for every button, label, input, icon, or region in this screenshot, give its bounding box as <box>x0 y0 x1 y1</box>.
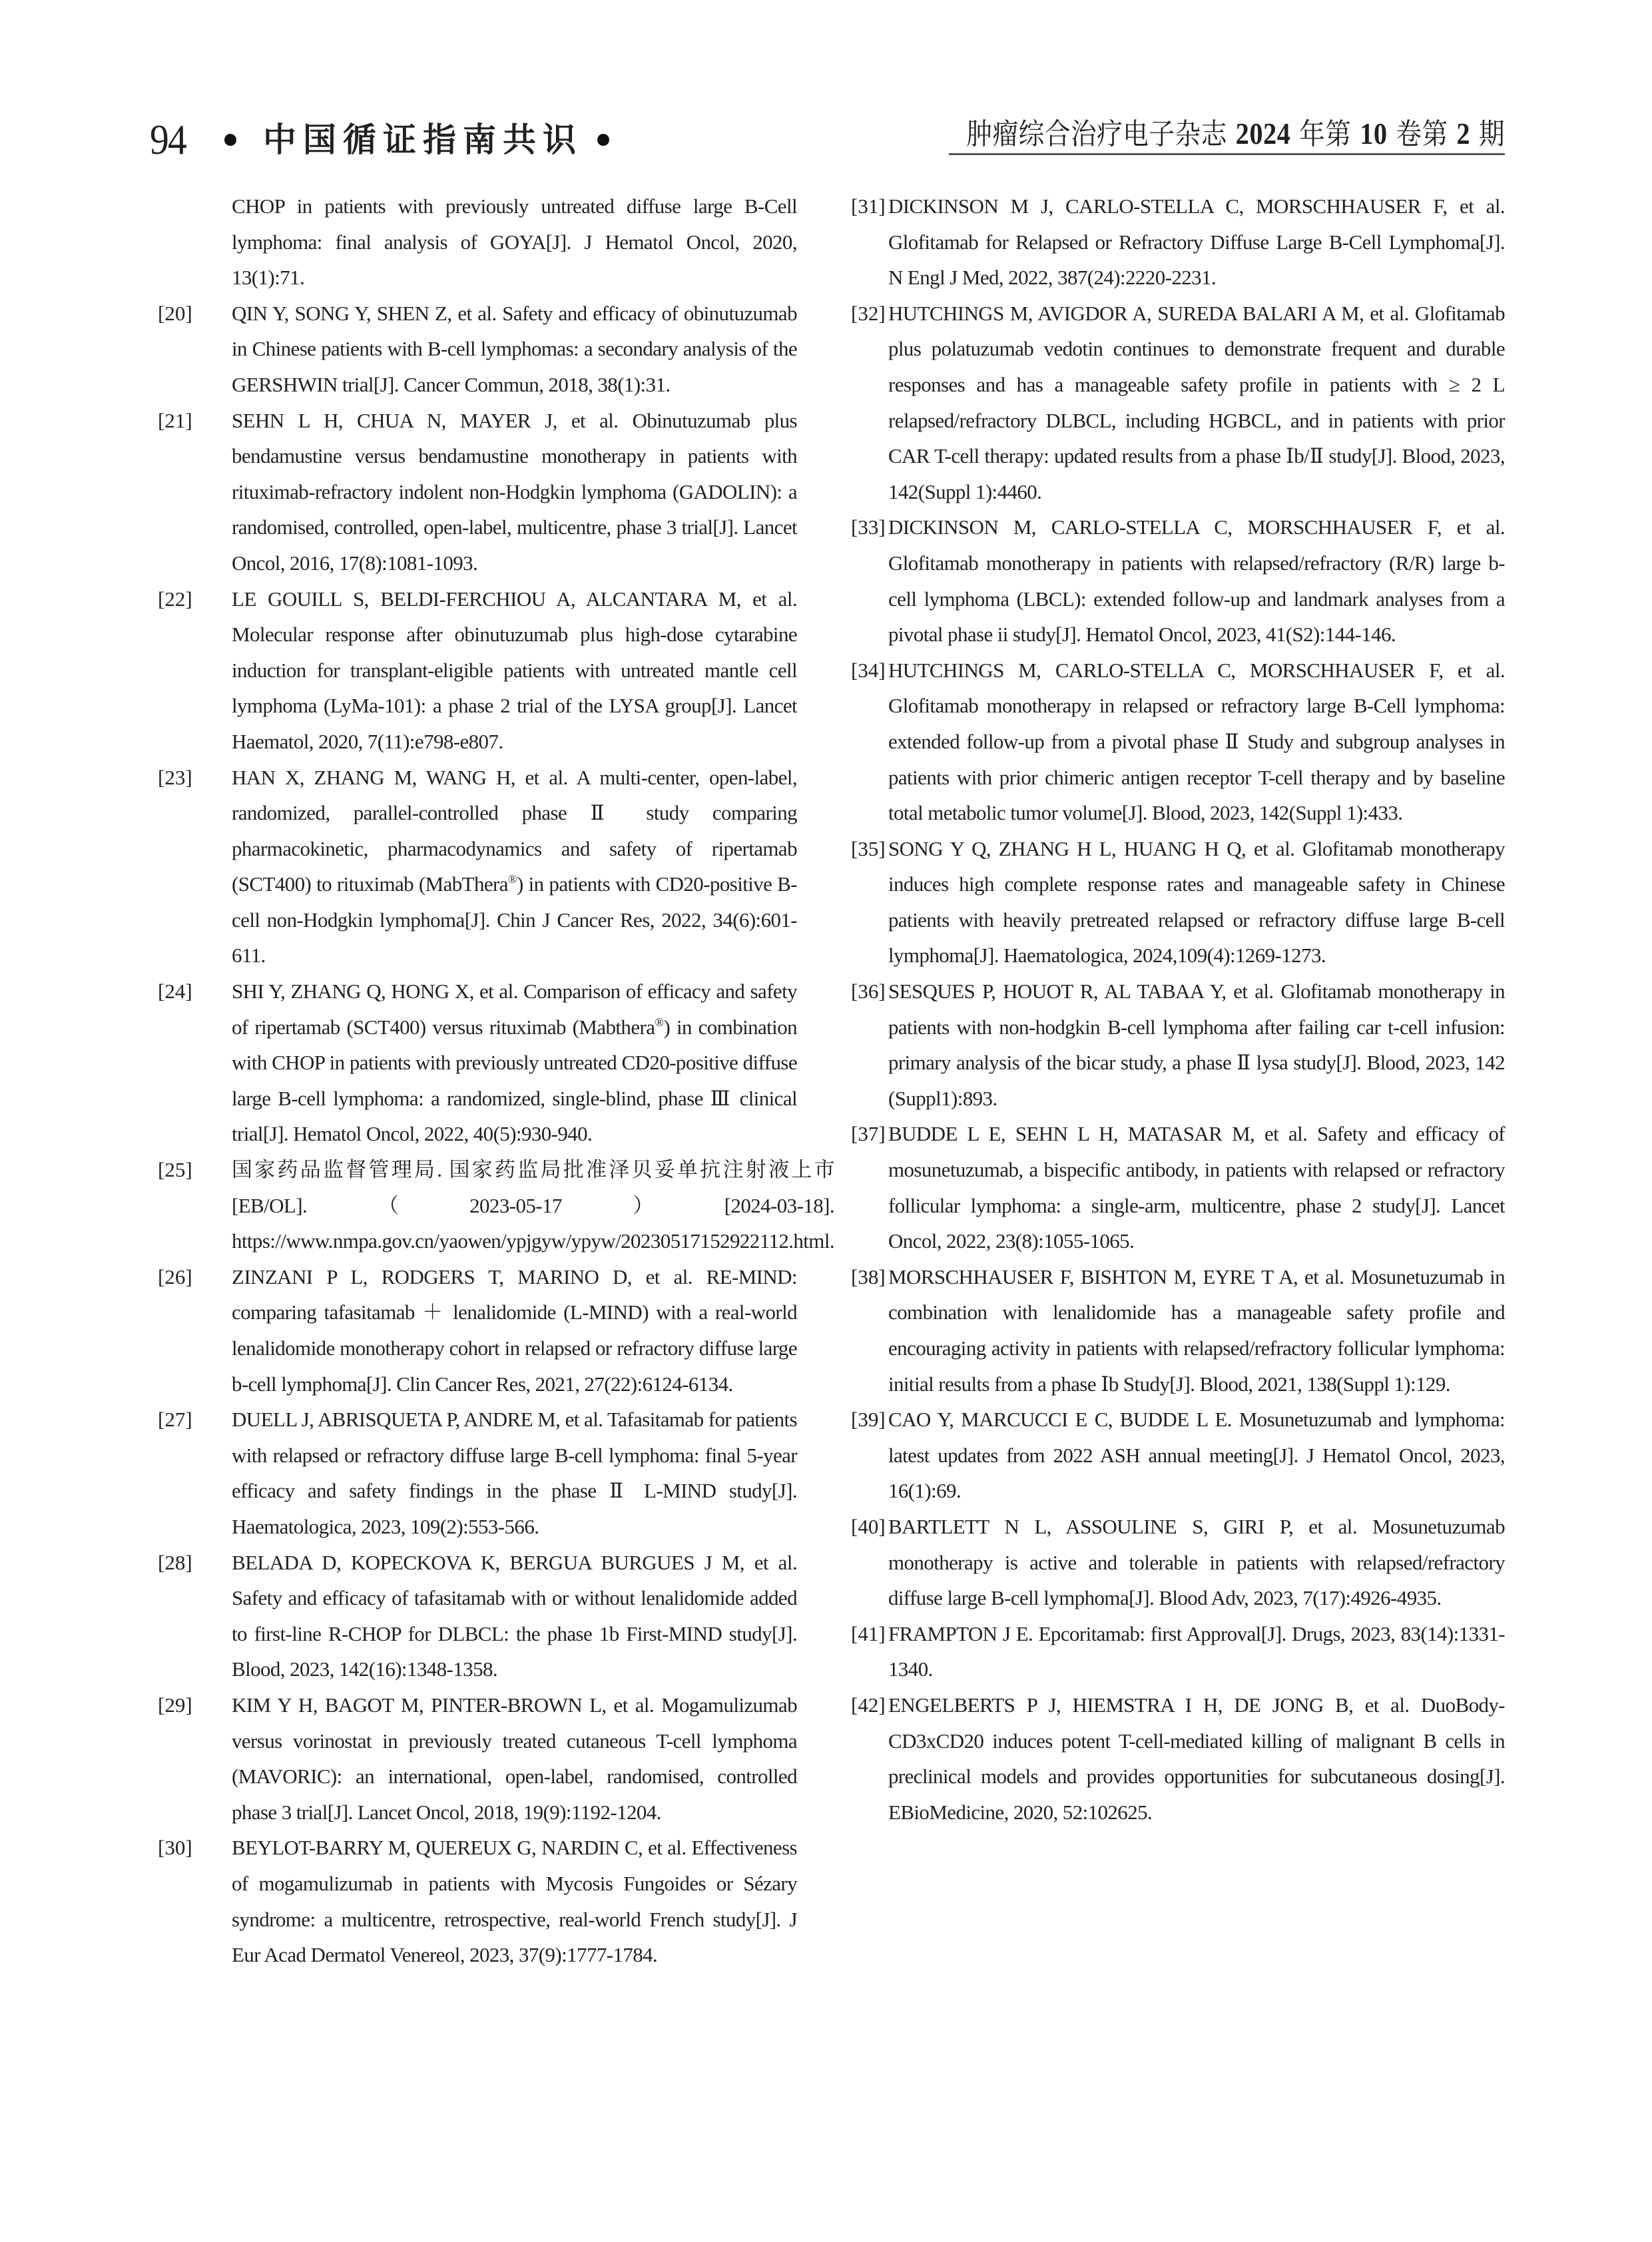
reference-number: [35] <box>851 836 886 860</box>
reference-text: SHI Y, ZHANG Q, HONG X, et al. Comparison of efficacy and safety of ripertamab (SCT400) versus rituximab (Mabthera®) in combination with CHOP in patients with previously untreated CD20-positive diffuse large B-cell lymphoma: a randomized, single-blind, phase Ⅲ clinical trial[J]. Hematol Oncol, 2022, 40(5):930-940. <box>232 980 797 1146</box>
reference-item <box>158 296 797 403</box>
reference-item <box>851 1509 1505 1616</box>
reference-item <box>158 1545 797 1687</box>
reference-item <box>851 831 1505 974</box>
reference-text: SEHN L H, CHUA N, MAYER J, et al. Obinutuzumab plus bendamustine versus bendamustine monotherapy in patients with rituximab-refractory indolent non-Hodgkin lymphoma (GADOLIN): a randomised, controlled, open-label, multicentre, phase 3 trial[J]. Lancet Oncol, 2016, 17(8):1081-1093. <box>232 408 797 575</box>
reference-text: KIM Y H, BAGOT M, PINTER-BROWN L, et al. Mogamulizumab versus vorinostat in previously treated cutaneous T-cell lymphoma (MAVORIC): an international, open-label, randomised, controlled phase 3 trial[J]. Lancet Oncol, 2018, 19(9):1192-1204. <box>232 1693 797 1824</box>
reference-number: [23] <box>158 765 192 789</box>
reference-number: [29] <box>158 1693 192 1717</box>
reference-text: CAO Y, MARCUCCI E C, BUDDE L E. Mosunetuzumab and lymphoma: latest updates from 2022 ASH annual meeting[J]. J Hematol Oncol, 2023, 16(1):69. <box>888 1408 1505 1503</box>
reference-item <box>851 1116 1505 1259</box>
reference-item <box>158 1830 797 1972</box>
page-number: 94 <box>150 116 186 163</box>
reference-text: MORSCHHAUSER F, BISHTON M, EYRE T A, et al. Mosunetuzumab in combination with lenalidomide has a manageable safety profile and encouraging activity in patients with relapsed/refractory follicular lymphoma: initial results from a phase Ⅰb Study[J]. Blood, 2021, 138(Suppl 1):129. <box>888 1264 1505 1396</box>
journal-title <box>966 119 1505 153</box>
reference-text: DICKINSON M J, CARLO-STELLA C, MORSCHHAUSER F, et al. Glofitamab for Relapsed or Refractory Diffuse Large B-Cell Lymphoma[J]. N Engl J Med, 2022, 387(24):2220-2231. <box>888 194 1505 290</box>
reference-item <box>158 1152 834 1259</box>
journal-volume: 10 <box>1360 117 1388 150</box>
reference-number: [30] <box>158 1836 192 1860</box>
reference-text: SONG Y Q, ZHANG H L, HUANG H Q, et al. Glofitamab monotherapy induces high complete response rates and manageable safety in Chinese patients with heavily pretreated relapsed or refractory diffuse large B-cell lymphoma[J]. Haematologica, 2024,109(4):1269-1273. <box>888 836 1505 968</box>
running-header-right <box>949 115 1505 155</box>
journal-year: 2024 <box>1235 117 1291 150</box>
reference-number: [33] <box>851 515 886 539</box>
reference-number: [38] <box>851 1264 886 1288</box>
reference-text: LE GOUILL S, BELDI-FERCHIOU A, ALCANTARA M, et al. Molecular response after obinutuzumab plus high-dose cytarabine induction for transplant-eligible patients with untreated mantle cell lymphoma (LyMa-101): a phase 2 trial of the LYSA group[J]. Lancet Haematol, 2020, 7(11):e798-e807. <box>232 587 797 753</box>
reference-number: [22] <box>158 587 192 611</box>
reference-item <box>851 974 1505 1116</box>
reference-number: [39] <box>851 1408 886 1432</box>
journal-issue-suffix: 期 <box>1478 117 1505 151</box>
reference-number: [24] <box>158 980 192 1003</box>
reference-text: ENGELBERTS P J, HIEMSTRA I H, DE JONG B, et al. DuoBody-CD3xCD20 induces potent T-cell-mediated killing of malignant B cells in preclinical models and provides opportunities for subcutaneous dosing[J]. EBioMedicine, 2020, 52:102625. <box>888 1693 1505 1824</box>
section-title: 中国循证指南共识 <box>263 120 583 159</box>
reference-item <box>158 581 797 760</box>
reference-item <box>851 653 1505 831</box>
reference-item <box>158 1259 797 1402</box>
reference-number: [31] <box>851 194 886 218</box>
reference-text: BELADA D, KOPECKOVA K, BERGUA BURGUES J M, et al. Safety and efficacy of tafasitamab with or without lenalidomide added to first-line R-CHOP for DLBCL: the phase 1b First-MIND study[J]. Blood, 2023, 142(16):1348-1358. <box>232 1550 797 1681</box>
reference-number: [36] <box>851 980 886 1003</box>
reference-item <box>158 1687 797 1830</box>
reference-number: [27] <box>158 1408 192 1432</box>
reference-text: HUTCHINGS M, CARLO-STELLA C, MORSCHHAUSER F, et al. Glofitamab monotherapy in relapsed or refractory large B-Cell lymphoma: extended follow-up from a pivotal phase Ⅱ Study and subgroup analyses in patients with prior chimeric antigen receptor T-cell therapy and by baseline total metabolic tumor volume[J]. Blood, 2023, 142(Suppl 1):433. <box>888 658 1505 825</box>
reference-item <box>158 1402 797 1544</box>
reference-item <box>158 403 797 581</box>
reference-item <box>851 296 1505 510</box>
reference-number: [21] <box>158 408 192 432</box>
reference-text: ZINZANI P L, RODGERS T, MARINO D, et al. RE-MIND: comparing tafasitamab ＋ lenalidomide (L-MIND) with a real-world lenalidomide monotherapy cohort in relapsed or refractory diffuse large b-cell lymphoma[J]. Clin Cancer Res, 2021, 27(22):6124-6134. <box>232 1264 797 1396</box>
journal-volume-suffix: 卷第 <box>1396 117 1448 151</box>
reference-number: [26] <box>158 1264 192 1288</box>
reference-number: [25] <box>158 1158 192 1182</box>
reference-item <box>851 509 1505 652</box>
reference-list-right <box>851 188 1505 1830</box>
reference-text: HAN X, ZHANG M, WANG H, et al. A multi-center, open-label, randomized, parallel-controlled phase Ⅱ study comparing pharmacokinetic, pharmacodynamics and safety of ripertamab (SCT400) to rituximab (MabThera®) in patients with CD20-positive B-cell non-Hodgkin lymphoma[J]. Chin J Cancer Res, 2022, 34(6):601-611. <box>232 765 797 968</box>
reference-text: CHOP in patients with previously untreated diffuse large B-Cell lymphoma: final analysis of GOYA[J]. J Hematol Oncol, 2020, 13(1):71. <box>232 194 797 290</box>
reference-text: BEYLOT-BARRY M, QUEREUX G, NARDIN C, et al. Effectiveness of mogamulizumab in patients with Mycosis Fungoides or Sézary syndrome: a multicentre, retrospective, real-world French study[J]. J Eur Acad Dermatol Venereol, 2023, 37(9):1777-1784. <box>232 1836 797 1967</box>
reference-list-left <box>158 188 834 1973</box>
reference-text: DICKINSON M, CARLO-STELLA C, MORSCHHAUSER F, et al. Glofitamab monotherapy in patients with relapsed/refractory (R/R) large b-cell lymphoma (LBCL): extended follow-up and landmark analyses from a pivotal phase ii study[J]. Hematol Oncol, 2023, 41(S2):144-146. <box>888 515 1505 647</box>
reference-number: [40] <box>851 1514 886 1538</box>
reference-text: QIN Y, SONG Y, SHEN Z, et al. Safety and efficacy of obinutuzumab in Chinese patients with B-cell lymphomas: a secondary analysis of the GERSHWIN trial[J]. Cancer Commun, 2018, 38(1):31. <box>232 301 797 396</box>
journal-year-suffix: 年第 <box>1299 117 1352 151</box>
reference-item <box>851 188 1505 296</box>
reference-item <box>158 760 797 974</box>
reference-number: [37] <box>851 1122 886 1146</box>
reference-number: [41] <box>851 1621 886 1645</box>
reference-text: FRAMPTON J E. Epcoritamab: first Approval[J]. Drugs, 2023, 83(14):1331-1340. <box>888 1621 1505 1681</box>
reference-text: BUDDE L E, SEHN L H, MATASAR M, et al. Safety and efficacy of mosunetuzumab, a bispecific antibody, in patients with relapsed or refractory follicular lymphoma: a single-arm, multicentre, phase 2 study[J]. Lancet Oncol, 2022, 23(8):1055-1065. <box>888 1122 1505 1253</box>
reference-text: BARTLETT N L, ASSOULINE S, GIRI P, et al. Mosunetuzumab monotherapy is active and tolerable in patients with relapsed/refractory diffuse large B-cell lymphoma[J]. Blood Adv, 2023, 7(17):4926-4935. <box>888 1514 1505 1610</box>
bullet-icon <box>597 134 609 146</box>
reference-number: [34] <box>851 658 886 682</box>
reference-item <box>158 974 797 1152</box>
reference-text: HUTCHINGS M, AVIGDOR A, SUREDA BALARI A M, et al. Glofitamab plus polatuzumab vedotin continues to demonstrate frequent and durable responses and has a manageable safety profile in patients with ≥ 2 L relapsed/refractory DLBCL, including HGBCL, and in patients with prior CAR T-cell therapy: updated results from a phase Ⅰb/Ⅱ study[J]. Blood, 2023, 142(Suppl 1):4460. <box>888 301 1505 503</box>
reference-number: [42] <box>851 1693 886 1717</box>
reference-number: [20] <box>158 301 192 325</box>
reference-item <box>851 1402 1505 1509</box>
bullet-icon <box>224 134 236 146</box>
journal-issue: 2 <box>1456 117 1471 150</box>
reference-item <box>851 1259 1505 1402</box>
reference-text: SESQUES P, HOUOT R, AL TABAA Y, et al. Glofitamab monotherapy in patients with non-hodgkin B-cell lymphoma after failing car t-cell infusion: primary analysis of the bicar study, a phase Ⅱ lysa study[J]. Blood, 2023, 142 (Suppl1):893. <box>888 980 1505 1110</box>
reference-item <box>158 188 797 296</box>
registered-mark: ® <box>507 872 517 886</box>
reference-number: [32] <box>851 301 886 325</box>
reference-text: DUELL J, ABRISQUETA P, ANDRE M, et al. Tafasitamab for patients with relapsed or refractory diffuse large B-cell lymphoma: final 5-year efficacy and safety findings in the phase Ⅱ L-MIND study[J]. Haematologica, 2023, 109(2):553-566. <box>232 1408 797 1538</box>
running-header-left <box>150 113 609 166</box>
journal-name: 肿瘤综合治疗电子杂志 <box>966 117 1227 151</box>
reference-number: [28] <box>158 1550 192 1574</box>
reference-item <box>851 1687 1505 1830</box>
reference-text: 国家药品监督管理局. 国家药监局批准泽贝妥单抗注射液上市[EB/OL].（2023-05-17）[2024-03-18]. https://www.nmpa.gov.cn/yaowen/ypjgyw/ypyw/20230517152922112.html. <box>232 1158 834 1253</box>
registered-mark: ® <box>655 1015 664 1029</box>
reference-item <box>851 1616 1505 1687</box>
